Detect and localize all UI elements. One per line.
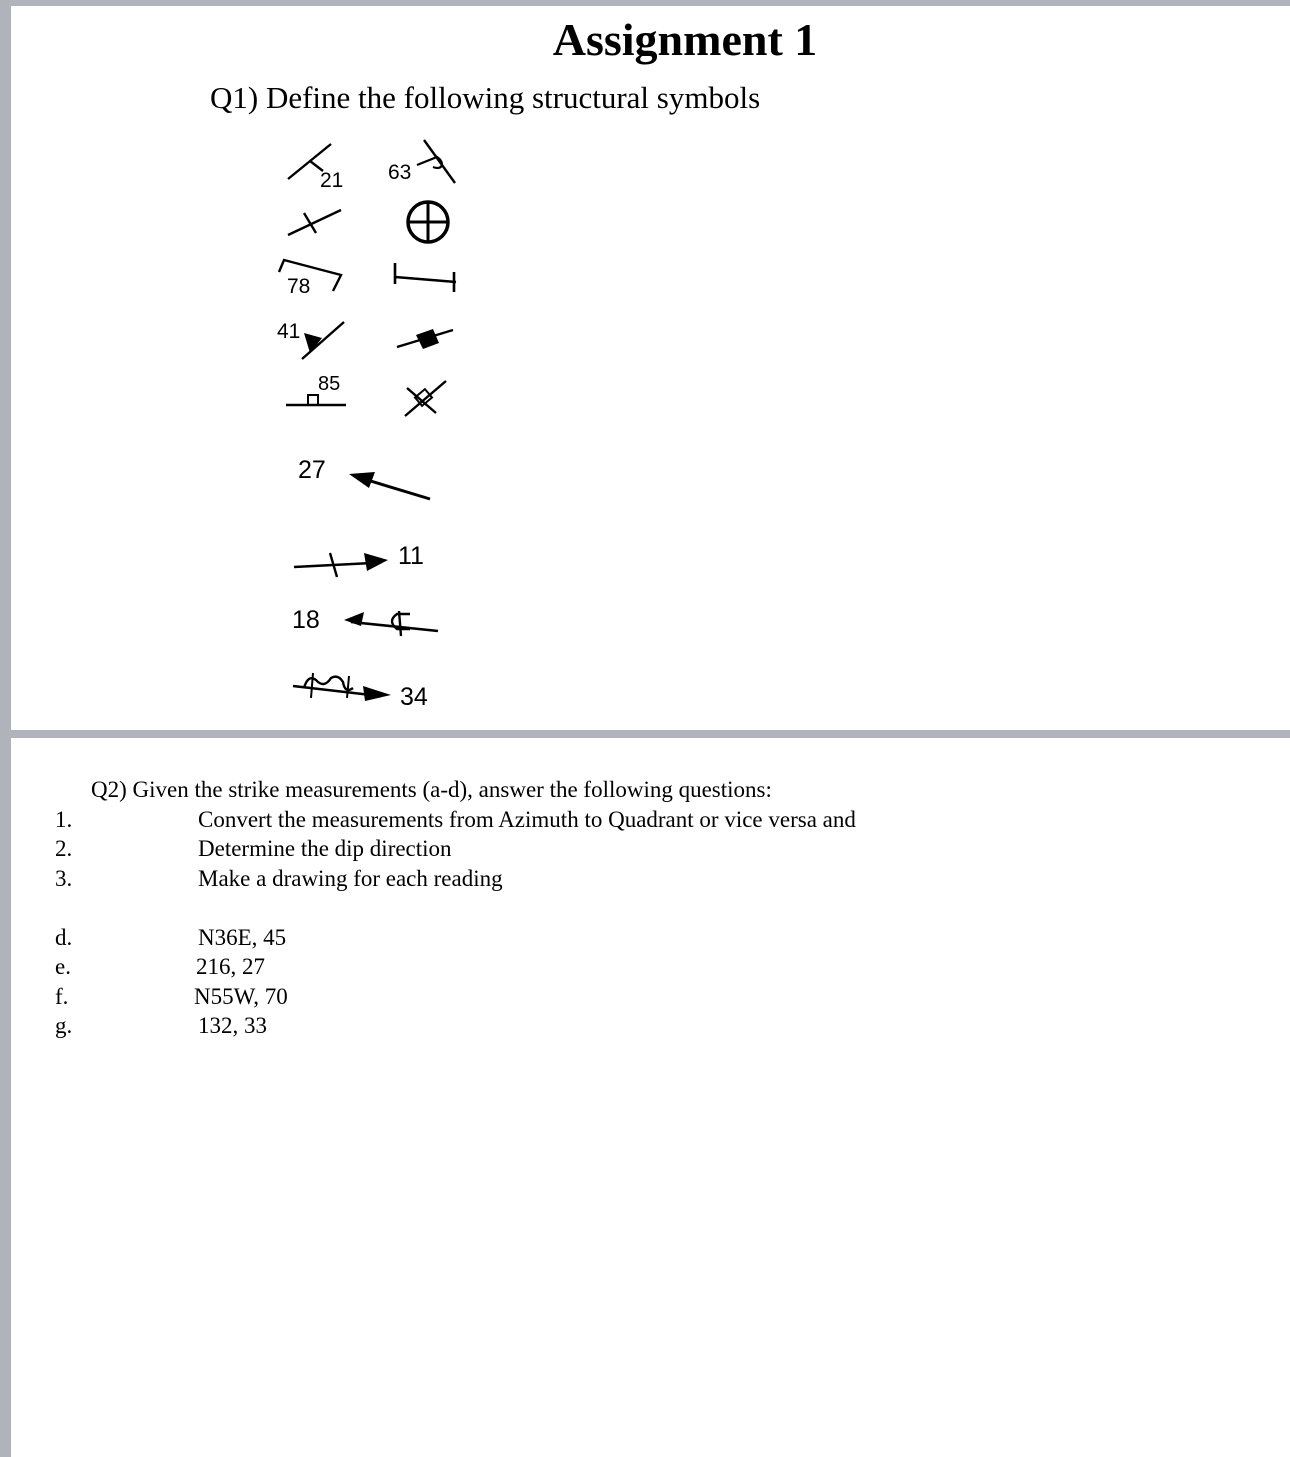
page-left-border	[0, 0, 11, 1457]
dip-value-label: 78	[287, 275, 311, 298]
q2-prompt: Q2) Given the strike measurements (a-d), answer the following questions:	[91, 777, 772, 802]
task-text: Make a drawing for each reading	[198, 866, 503, 891]
strike-dip-icon	[285, 138, 355, 193]
vertical-joint-icon	[402, 378, 450, 420]
syncline-plunge-icon	[291, 598, 451, 648]
task-text: Convert the measurements from Azimuth to Quadrant or vice versa and	[198, 807, 856, 832]
plunge-value-label: 18	[292, 606, 320, 634]
fault-tick-icon	[391, 260, 461, 295]
measurement-value: N36E, 45	[198, 925, 287, 950]
measurement-letter: f.	[55, 984, 69, 1009]
vertical-bedding-icon	[285, 205, 345, 240]
curved-strike-dip-icon	[276, 255, 346, 300]
dip-value-label: 21	[320, 169, 344, 192]
page-top-border	[0, 0, 1290, 6]
dip-value-label: 63	[388, 161, 412, 184]
measurement-letter: g.	[55, 1013, 73, 1038]
measurement-letter: e.	[55, 954, 71, 979]
plunge-value-label: 11	[398, 542, 424, 570]
measurement-value: 216, 27	[196, 954, 265, 979]
page-break-divider	[0, 730, 1290, 738]
vertical-foliation-icon	[395, 322, 457, 354]
q1-prompt: Q1) Define the following structural symbols	[210, 80, 761, 115]
measurement-value: N55W, 70	[194, 984, 288, 1009]
overturned-bedding-icon	[385, 138, 465, 188]
overturned-fold-plunge-icon	[291, 668, 451, 718]
task-number: 1.	[55, 807, 73, 832]
page-title: Assignment 1	[552, 14, 818, 65]
measurement-letter: d.	[55, 925, 73, 950]
joint-dip-icon	[284, 370, 354, 412]
horizontal-bedding-icon	[403, 200, 455, 244]
measurement-value: 132, 33	[198, 1013, 267, 1038]
anticline-plunge-icon	[292, 535, 442, 585]
task-number: 2.	[55, 836, 73, 861]
dip-value-label: 41	[277, 320, 301, 343]
plunge-value-label: 34	[400, 683, 428, 711]
dip-value-label: 85	[318, 373, 341, 395]
lineation-plunge-icon	[297, 452, 437, 504]
foliation-dip-icon	[276, 315, 356, 365]
task-number: 3.	[55, 866, 73, 891]
task-text: Determine the dip direction	[198, 836, 452, 861]
plunge-value-label: 27	[298, 456, 326, 484]
